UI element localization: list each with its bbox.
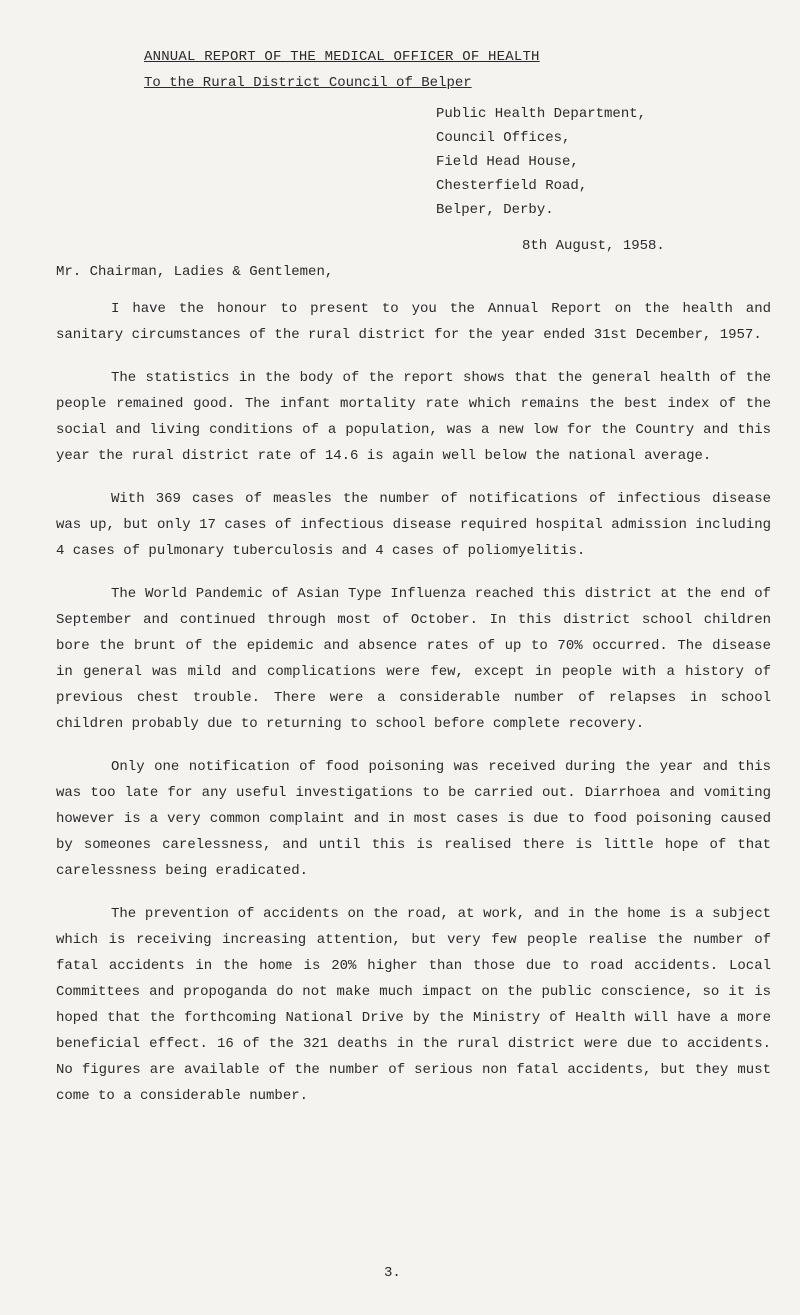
report-title: ANNUAL REPORT OF THE MEDICAL OFFICER OF HEALTH — [144, 49, 540, 65]
letter-date: 8th August, 1958. — [522, 238, 665, 254]
sender-address — [436, 102, 646, 222]
address-line: Chesterfield Road, — [436, 178, 588, 194]
paragraph: I have the honour to present to you the Annual Report on the health and sanitary circumstances of the rural district for the year ended 31st December, 1957. — [56, 301, 771, 343]
address-line: Public Health Department, — [436, 106, 647, 122]
paragraph: The prevention of accidents on the road, at work, and in the home is a subject which is receiving increasing attention, but very few people realise the number of fatal accidents in the home is 20% higher than those due to road accidents. Local Committees and propoganda do not make much impact on the public conscience, so it is hoped that the forthcoming National Drive by the Ministry of Health will have a more beneficial effect. 16 of the 321 deaths in the rural district were due to accidents. No figures are available of the number of serious non fatal accidents, but they must come to a considerable number. — [56, 906, 771, 1104]
paragraph: With 369 cases of measles the number of notifications of infectious disease was up, but only 17 cases of infectious disease required hospital admission including 4 cases of pulmonary tuberculosis and 4 cases of poliomyelitis. — [56, 491, 771, 559]
page-number: 3. — [384, 1265, 401, 1281]
paragraph: The statistics in the body of the report shows that the general health of the people remained good. The infant mortality rate which remains the best index of the social and living conditions of a population, was a new low for the Country and this year the rural district rate of 14.6 is again well below the national average. — [56, 370, 771, 464]
paragraph: Only one notification of food poisoning was received during the year and this was too late for any useful investigations to be carried out. Diarrhoea and vomiting however is a very common complaint and in most cases is due to food poisoning caused by someones carelessness, and until this is realised there is little hope of that carelessness being eradicated. — [56, 759, 771, 879]
address-line: Council Offices, — [436, 130, 571, 146]
address-line: Belper, Derby. — [436, 202, 554, 218]
addressee-line: To the Rural District Council of Belper — [144, 75, 472, 91]
paragraph: The World Pandemic of Asian Type Influenza reached this district at the end of September and continued through most of October. In this district school children bore the brunt of the epidemic and absence rates of up to 70% occurred. The disease in general was mild and complications were few, except in people with a history of previous chest trouble. There were a considerable number of relapses in school children probably due to returning to school before complete recovery. — [56, 586, 771, 732]
salutation: Mr. Chairman, Ladies & Gentlemen, — [56, 264, 334, 280]
address-line: Field Head House, — [436, 154, 579, 170]
report-body — [56, 296, 771, 1126]
